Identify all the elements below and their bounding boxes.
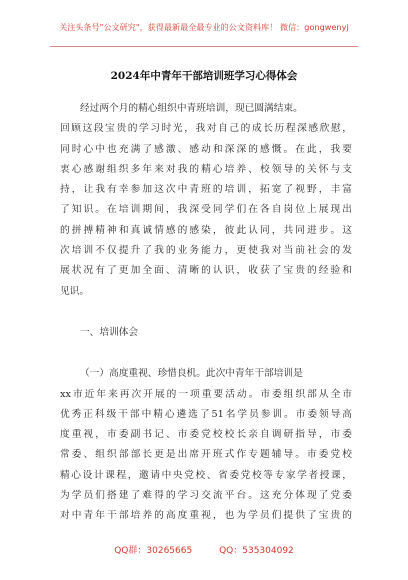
paragraph-line: 次培训不仅提升了我的业务能力，更使我对当前社会的发	[60, 245, 352, 257]
paragraph-line: 同时心中也充满了感激、感动和深深的感慨。在此，我要	[60, 143, 352, 155]
paragraph-line: 精心设计课程，邀请中央党校、省委党校等专家学者授课，	[60, 469, 352, 481]
footer-contact	[0, 543, 408, 556]
paragraph-line: 持，让我有幸参加这次中青班的培训，拓宽了视野，丰富	[60, 184, 352, 196]
document-body	[60, 99, 352, 527]
paragraph-line: 经过两个月的精心组织中青班培训，现已圆满结束。	[80, 103, 303, 114]
header-promo-text: 关注头条号"公文研究"，获得最新最全最专业的公文资料库！ 微信：gongwenyj	[59, 23, 349, 32]
paragraph-line: 常委、组织部部长更是出席开班式作专题辅导。市委党校	[60, 449, 352, 461]
header-divider	[50, 46, 358, 47]
paragraph-line: 衷心感谢组织多年来对我的精心培养、校领导的关怀与支	[60, 163, 352, 175]
section-heading: 一、培训体会	[80, 326, 139, 338]
paragraph-gap	[60, 302, 352, 323]
paragraph-line: 度重视，市委副书记、市委党校校长亲自调研指导，市委	[60, 429, 352, 441]
paragraph-line: 见识。	[60, 285, 90, 297]
paragraph-gap	[60, 343, 352, 364]
footer-qq-number: QQ：535304092	[219, 546, 294, 556]
paragraph-line: 了知识。在培训期间，我深受同学们在各自岗位上展现出	[60, 204, 352, 216]
paragraph-line: 为学员们搭建了难得的学习交流平台。这充分体现了党委	[60, 490, 352, 502]
paragraph-line: 回顾这段宝贵的学习时光，我对自己的成长历程深感欣慰，	[60, 123, 352, 135]
paragraph-line: 优秀正科级干部中精心遴选了51名学员参训。市委领导高	[60, 408, 352, 420]
paragraph-line: xx市近年来再次开展的一项重要活动。市委组织部从全市	[60, 388, 352, 400]
paragraph-line: 的拼搏精神和真诚情感的感染，彼此认同，共同进步。这	[60, 224, 352, 236]
document-title: 2024年中青年干部培训班学习心得体会	[110, 70, 298, 82]
paragraph-line: 对中青年干部培养的高度重视，也为学员们提供了宝贵的	[60, 510, 352, 522]
paragraph-line: （一）高度重视、珍惜良机。此次中青年干部培训是	[80, 368, 303, 380]
paragraph-line: 展状况有了更加全面、清晰的认识，收获了宝贵的经验和	[60, 265, 352, 277]
footer-qq-group: QQ群：30265665	[114, 546, 193, 556]
